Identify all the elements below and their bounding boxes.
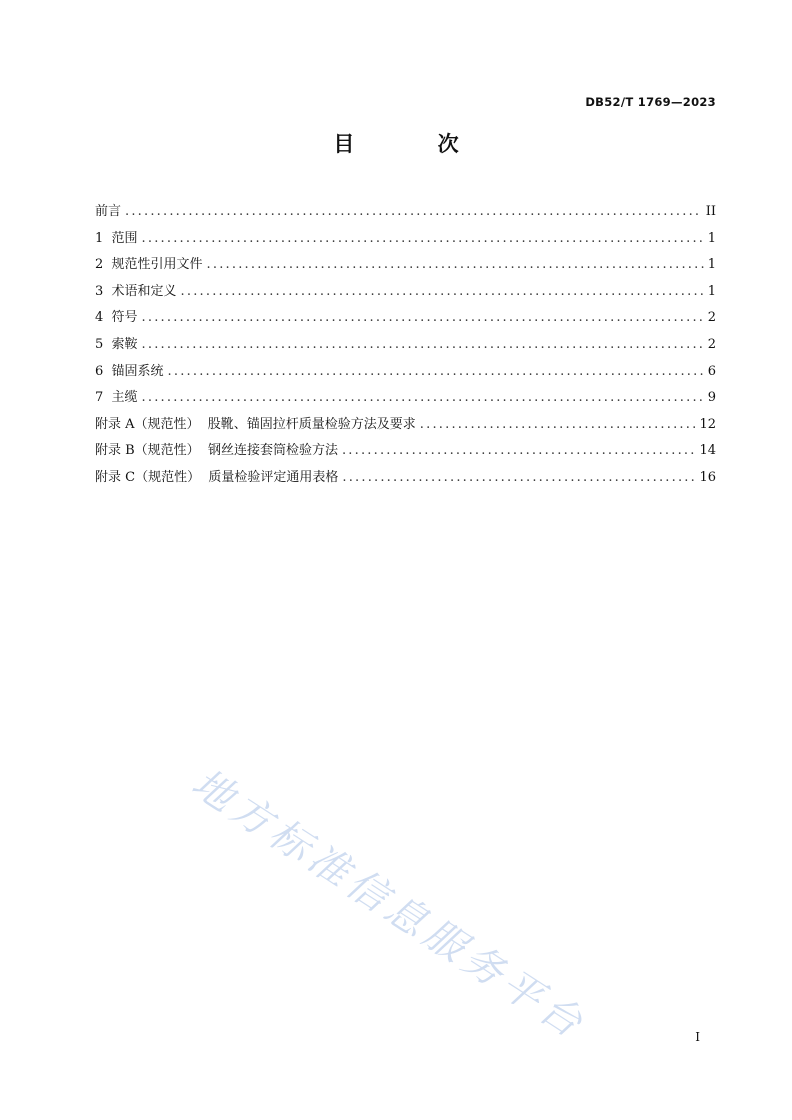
toc-entry-page: 14 bbox=[699, 443, 716, 459]
toc-entry-label: 5 索鞍 bbox=[95, 336, 138, 352]
toc-dot-leader bbox=[342, 470, 695, 485]
toc-dot-leader bbox=[168, 364, 704, 379]
toc-dot-leader bbox=[181, 284, 704, 299]
toc-entry-page: II bbox=[705, 204, 716, 219]
toc-entry-appendix-a[interactable] bbox=[95, 413, 716, 440]
toc-dot-leader bbox=[342, 443, 696, 458]
toc-entry-foreword[interactable] bbox=[95, 200, 716, 227]
toc-entry-page: 2 bbox=[707, 310, 716, 326]
toc-entry-label: 附录 B（规范性） 钢丝连接套筒检验方法 bbox=[95, 443, 338, 459]
page-number: I bbox=[695, 1030, 700, 1044]
toc-entry-label: 3 术语和定义 bbox=[95, 283, 177, 299]
toc-entry-label: 附录 C（规范性） 质量检验评定通用表格 bbox=[95, 469, 339, 485]
toc-entry-label: 前言 bbox=[95, 204, 122, 219]
document-code: DB52/T 1769—2023 bbox=[585, 95, 716, 109]
toc-entry-label: 2 规范性引用文件 bbox=[95, 257, 203, 273]
toc-entry-page: 1 bbox=[707, 283, 716, 299]
table-of-contents bbox=[95, 200, 716, 493]
toc-entry-normative-references[interactable] bbox=[95, 253, 716, 280]
toc-entry-label: 附录 A（规范性） 股靴、锚固拉杆质量检验方法及要求 bbox=[95, 416, 416, 432]
toc-title: 目 次 bbox=[333, 132, 497, 156]
watermark: 地方标准信息服务平台 bbox=[183, 760, 595, 1050]
toc-entry-cable-saddle[interactable] bbox=[95, 333, 716, 360]
toc-dot-leader bbox=[142, 231, 704, 246]
toc-entry-page: 6 bbox=[707, 363, 716, 379]
toc-dot-leader bbox=[142, 310, 704, 325]
toc-entry-anchorage-system[interactable] bbox=[95, 360, 716, 387]
toc-entry-label: 6 锚固系统 bbox=[95, 363, 164, 379]
toc-dot-leader bbox=[207, 257, 704, 272]
toc-entry-scope[interactable] bbox=[95, 227, 716, 254]
toc-entry-appendix-c[interactable] bbox=[95, 466, 716, 493]
toc-entry-symbols[interactable] bbox=[95, 306, 716, 333]
toc-entry-page: 1 bbox=[707, 257, 716, 273]
toc-entry-page: 16 bbox=[699, 469, 716, 485]
toc-entry-appendix-b[interactable] bbox=[95, 439, 716, 466]
toc-dot-leader bbox=[125, 204, 702, 219]
toc-entry-label: 1 范围 bbox=[95, 230, 138, 246]
toc-entry-page: 9 bbox=[707, 390, 716, 406]
toc-entry-page: 12 bbox=[699, 416, 716, 432]
toc-entry-label: 7 主缆 bbox=[95, 390, 138, 406]
toc-entry-label: 4 符号 bbox=[95, 310, 138, 326]
toc-dot-leader bbox=[142, 390, 704, 405]
toc-entry-page: 1 bbox=[707, 230, 716, 246]
toc-dot-leader bbox=[142, 337, 704, 352]
toc-entry-terms-definitions[interactable] bbox=[95, 280, 716, 307]
toc-entry-main-cable[interactable] bbox=[95, 386, 716, 413]
toc-dot-leader bbox=[420, 417, 696, 432]
toc-entry-page: 2 bbox=[707, 336, 716, 352]
